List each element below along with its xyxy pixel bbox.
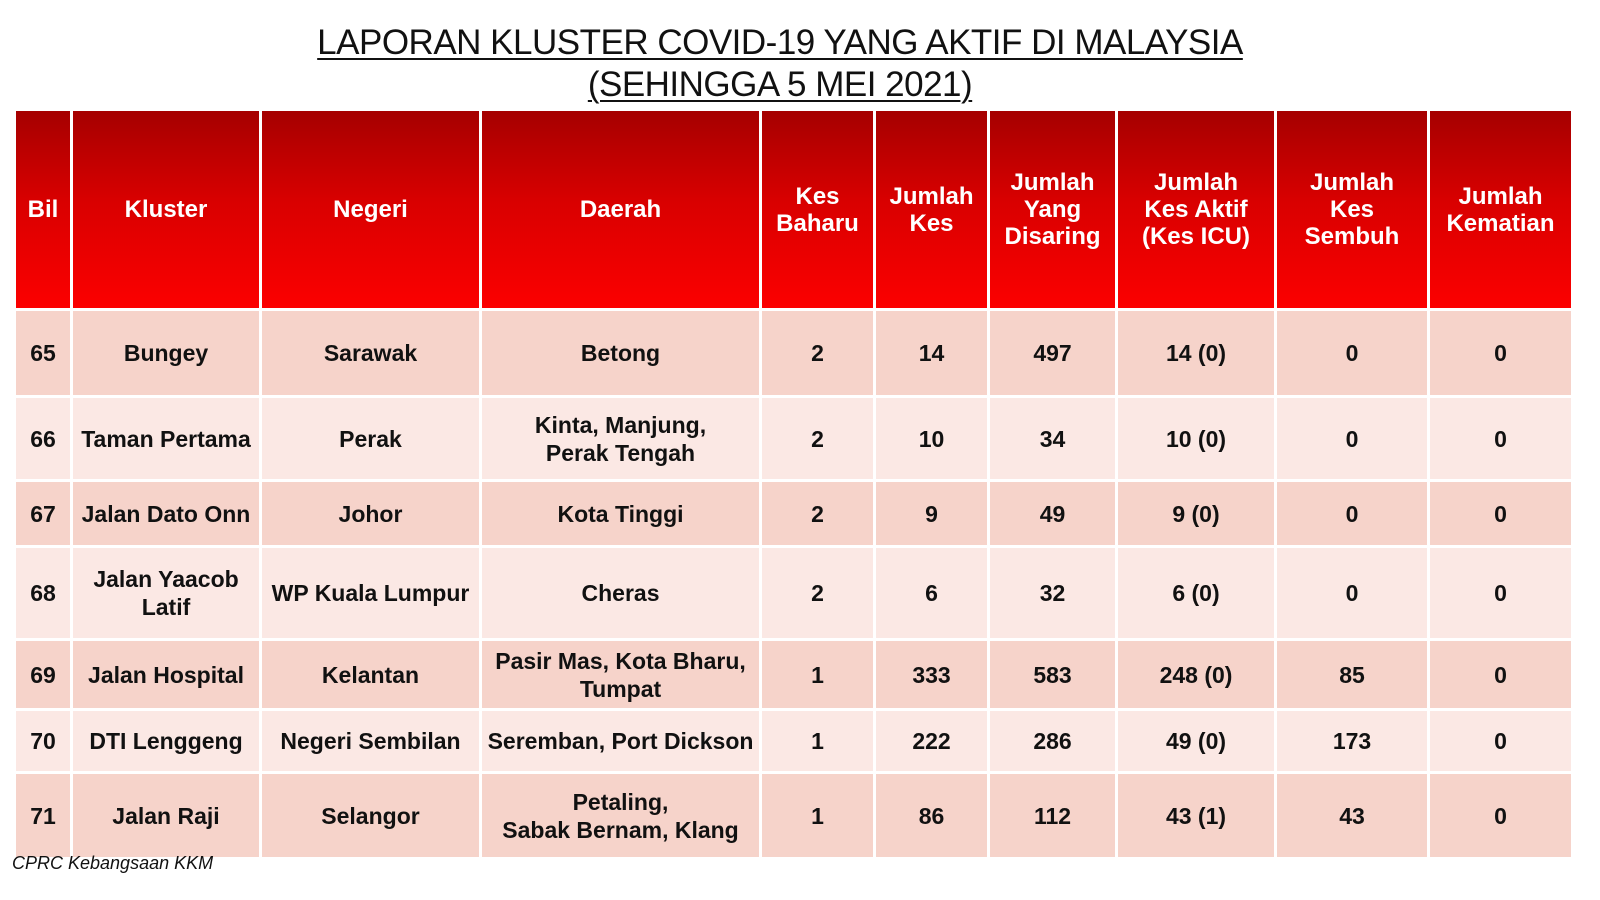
table-cell-jumlah-kes-aktif bbox=[1118, 774, 1274, 857]
cell-value: Johor bbox=[338, 500, 403, 527]
header-label: Kluster bbox=[124, 196, 208, 223]
cell-value: 49 bbox=[1039, 500, 1066, 527]
header-jumlah-kes bbox=[876, 111, 987, 308]
table-cell-jumlah-kes bbox=[876, 548, 987, 638]
table-cell-jumlah-kes-aktif bbox=[1118, 548, 1274, 638]
cell-value: 2 bbox=[811, 500, 824, 527]
cell-value: Negeri Sembilan bbox=[280, 728, 461, 754]
source-footer: CPRC Kebangsaan KKM bbox=[12, 853, 214, 873]
header-label: Jumlah Kes Sembuh bbox=[1304, 169, 1400, 250]
cell-value: 0 bbox=[1494, 661, 1507, 688]
table-cell-jumlah-disaring bbox=[990, 548, 1115, 638]
table-cell-jumlah-kes-aktif bbox=[1118, 398, 1274, 479]
table-cell-kluster bbox=[73, 482, 259, 545]
table-cell-bil bbox=[16, 641, 70, 708]
table-cell-jumlah-kes-sembuh bbox=[1277, 711, 1427, 771]
cell-value: 222 bbox=[912, 728, 951, 754]
header-label: Jumlah Kes bbox=[889, 182, 974, 237]
header-label: Daerah bbox=[579, 196, 662, 223]
header-jumlah-kes-aktif bbox=[1118, 111, 1274, 308]
cell-value: DTI Lenggeng bbox=[89, 728, 243, 754]
table-cell-negeri bbox=[262, 482, 479, 545]
cell-value: 9 (0) bbox=[1172, 500, 1220, 527]
cell-value: Taman Pertama bbox=[81, 425, 251, 452]
cell-value: Jalan Raji bbox=[112, 802, 220, 829]
cell-value: 34 bbox=[1039, 425, 1066, 452]
table-cell-bil bbox=[16, 311, 70, 395]
table-cell-jumlah-kes-sembuh bbox=[1277, 482, 1427, 545]
cell-value: Jalan Hospital bbox=[88, 661, 244, 688]
table-cell-kes-baharu bbox=[762, 482, 873, 545]
cell-value: 65 bbox=[30, 340, 56, 366]
table-cell-jumlah-kes bbox=[876, 398, 987, 479]
cell-value: Sarawak bbox=[323, 340, 418, 366]
cell-value: 14 (0) bbox=[1165, 340, 1227, 366]
cell-value: 6 bbox=[925, 580, 938, 606]
header-negeri bbox=[262, 111, 479, 308]
table-cell-jumlah-kes-aktif bbox=[1118, 711, 1274, 771]
report-title bbox=[0, 22, 1560, 106]
cell-value: 71 bbox=[30, 802, 56, 829]
header-jumlah-disaring bbox=[990, 111, 1115, 308]
cell-value: 583 bbox=[1033, 661, 1072, 688]
table-cell-jumlah-kes-sembuh bbox=[1277, 548, 1427, 638]
table-cell-daerah bbox=[482, 641, 759, 708]
title-line-2: (SEHINGGA 5 MEI 2021) bbox=[587, 65, 973, 104]
cell-value: Kinta, Manjung, Perak Tengah bbox=[534, 411, 707, 466]
cell-value: Cheras bbox=[581, 580, 660, 606]
table-cell-jumlah-kes-sembuh bbox=[1277, 311, 1427, 395]
cell-value: 0 bbox=[1494, 340, 1507, 366]
table-cell-negeri bbox=[262, 641, 479, 708]
table-cell-jumlah-kematian bbox=[1430, 311, 1571, 395]
cell-value: 6 (0) bbox=[1172, 580, 1220, 606]
cell-value: 14 bbox=[918, 340, 945, 366]
cell-value: Seremban, Port Dickson bbox=[487, 728, 754, 754]
header-bil bbox=[16, 111, 70, 308]
table-cell-daerah bbox=[482, 548, 759, 638]
table-cell-kluster bbox=[73, 548, 259, 638]
table-cell-jumlah-kes-aktif bbox=[1118, 482, 1274, 545]
table-cell-bil bbox=[16, 548, 70, 638]
cell-value: 0 bbox=[1494, 425, 1507, 452]
table-cell-jumlah-kes bbox=[876, 641, 987, 708]
table-cell-kluster bbox=[73, 641, 259, 708]
table-cell-negeri bbox=[262, 398, 479, 479]
header-label: Kes Baharu bbox=[776, 182, 859, 237]
table-cell-kluster bbox=[73, 311, 259, 395]
cell-value: 333 bbox=[912, 661, 951, 688]
cell-value: Betong bbox=[580, 340, 661, 366]
table-cell-jumlah-disaring bbox=[990, 641, 1115, 708]
table-cell-jumlah-kes-aktif bbox=[1118, 311, 1274, 395]
cell-value: 86 bbox=[918, 802, 945, 829]
header-label: Jumlah Kes Aktif (Kes ICU) bbox=[1141, 169, 1250, 250]
table-cell-jumlah-kes bbox=[876, 311, 987, 395]
cell-value: 1 bbox=[811, 661, 824, 688]
cell-value: 9 bbox=[925, 500, 938, 527]
cluster-table bbox=[16, 111, 1571, 857]
cell-value: 497 bbox=[1033, 340, 1072, 366]
table-cell-negeri bbox=[262, 774, 479, 857]
table-cell-jumlah-kes bbox=[876, 711, 987, 771]
cell-value: 0 bbox=[1494, 500, 1507, 527]
table-cell-jumlah-disaring bbox=[990, 482, 1115, 545]
table-cell-daerah bbox=[482, 311, 759, 395]
cell-value: 1 bbox=[811, 728, 824, 754]
cell-value: 0 bbox=[1345, 425, 1359, 452]
cell-value: 49 (0) bbox=[1165, 728, 1227, 754]
table-cell-jumlah-disaring bbox=[990, 311, 1115, 395]
table-cell-jumlah-kes-sembuh bbox=[1277, 398, 1427, 479]
cell-value: 69 bbox=[30, 661, 56, 688]
cell-value: 0 bbox=[1494, 802, 1507, 829]
cell-value: 10 (0) bbox=[1165, 425, 1227, 452]
table-cell-negeri bbox=[262, 548, 479, 638]
cell-value: WP Kuala Lumpur bbox=[271, 580, 470, 606]
table-cell-jumlah-disaring bbox=[990, 398, 1115, 479]
table-cell-kes-baharu bbox=[762, 548, 873, 638]
header-jumlah-kematian bbox=[1430, 111, 1571, 308]
table-cell-jumlah-kematian bbox=[1430, 398, 1571, 479]
table-cell-kes-baharu bbox=[762, 311, 873, 395]
table-cell-kes-baharu bbox=[762, 774, 873, 857]
header-label: Jumlah Yang Disaring bbox=[1004, 169, 1101, 250]
table-cell-jumlah-kematian bbox=[1430, 482, 1571, 545]
cell-value: 0 bbox=[1345, 340, 1359, 366]
cell-value: Kelantan bbox=[321, 661, 420, 688]
table-cell-bil bbox=[16, 711, 70, 771]
header-jumlah-kes-sembuh bbox=[1277, 111, 1427, 308]
cell-value: 85 bbox=[1339, 661, 1365, 688]
cell-value: 10 bbox=[918, 425, 945, 452]
table-cell-kes-baharu bbox=[762, 641, 873, 708]
cell-value: 0 bbox=[1494, 728, 1507, 754]
cell-value: 68 bbox=[30, 580, 56, 606]
header-kes-baharu bbox=[762, 111, 873, 308]
cell-value: Perak bbox=[339, 425, 402, 452]
header-kluster bbox=[73, 111, 259, 308]
table-cell-bil bbox=[16, 774, 70, 857]
cell-value: 1 bbox=[811, 802, 824, 829]
cell-value: 67 bbox=[30, 500, 56, 527]
header-daerah bbox=[482, 111, 759, 308]
table-cell-jumlah-kes-aktif bbox=[1118, 641, 1274, 708]
table-cell-jumlah-kematian bbox=[1430, 774, 1571, 857]
header-label: Jumlah Kematian bbox=[1446, 182, 1555, 237]
cell-value: 112 bbox=[1033, 802, 1072, 829]
table-cell-jumlah-kematian bbox=[1430, 641, 1571, 708]
table-cell-daerah bbox=[482, 711, 759, 771]
table-cell-negeri bbox=[262, 711, 479, 771]
cell-value: Selangor bbox=[321, 802, 420, 829]
cell-value: 32 bbox=[1039, 580, 1066, 606]
cell-value: 2 bbox=[811, 340, 824, 366]
table-cell-negeri bbox=[262, 311, 479, 395]
table-cell-jumlah-kematian bbox=[1430, 711, 1571, 771]
table-cell-jumlah-kes-sembuh bbox=[1277, 641, 1427, 708]
table-cell-kluster bbox=[73, 711, 259, 771]
title-line-1: LAPORAN KLUSTER COVID-19 YANG AKTIF DI MALAYSIA bbox=[317, 23, 1243, 62]
cell-value: 0 bbox=[1494, 580, 1507, 606]
table-cell-kes-baharu bbox=[762, 711, 873, 771]
cell-value: 0 bbox=[1345, 500, 1359, 527]
cell-value: Jalan Yaacob Latif bbox=[93, 566, 239, 620]
cell-value: Petaling, Sabak Bernam, Klang bbox=[502, 788, 739, 843]
cell-value: 286 bbox=[1033, 728, 1072, 754]
cell-value: 66 bbox=[30, 425, 56, 452]
cell-value: Kota Tinggi bbox=[557, 500, 684, 527]
table-cell-jumlah-kes bbox=[876, 774, 987, 857]
table-cell-jumlah-kematian bbox=[1430, 548, 1571, 638]
table-cell-kes-baharu bbox=[762, 398, 873, 479]
table-cell-daerah bbox=[482, 774, 759, 857]
table-cell-jumlah-kes-sembuh bbox=[1277, 774, 1427, 857]
cell-value: 0 bbox=[1345, 580, 1359, 606]
table-cell-daerah bbox=[482, 398, 759, 479]
cell-value: Bungey bbox=[123, 340, 209, 366]
cell-value: Pasir Mas, Kota Bharu, Tumpat bbox=[495, 647, 746, 702]
table-cell-kluster bbox=[73, 774, 259, 857]
table-cell-bil bbox=[16, 398, 70, 479]
cell-value: 70 bbox=[30, 728, 56, 754]
header-label: Bil bbox=[27, 196, 59, 223]
header-label: Negeri bbox=[333, 196, 408, 223]
cell-value: 43 bbox=[1339, 802, 1365, 829]
table-cell-jumlah-kes bbox=[876, 482, 987, 545]
cell-value: 173 bbox=[1332, 728, 1372, 754]
cell-value: Jalan Dato Onn bbox=[81, 500, 251, 527]
table-cell-jumlah-disaring bbox=[990, 774, 1115, 857]
table-cell-bil bbox=[16, 482, 70, 545]
table-cell-jumlah-disaring bbox=[990, 711, 1115, 771]
cell-value: 43 (1) bbox=[1165, 802, 1227, 829]
table-cell-kluster bbox=[73, 398, 259, 479]
cell-value: 248 (0) bbox=[1159, 661, 1233, 688]
cell-value: 2 bbox=[811, 425, 824, 452]
cell-value: 2 bbox=[811, 580, 824, 606]
table-cell-daerah bbox=[482, 482, 759, 545]
